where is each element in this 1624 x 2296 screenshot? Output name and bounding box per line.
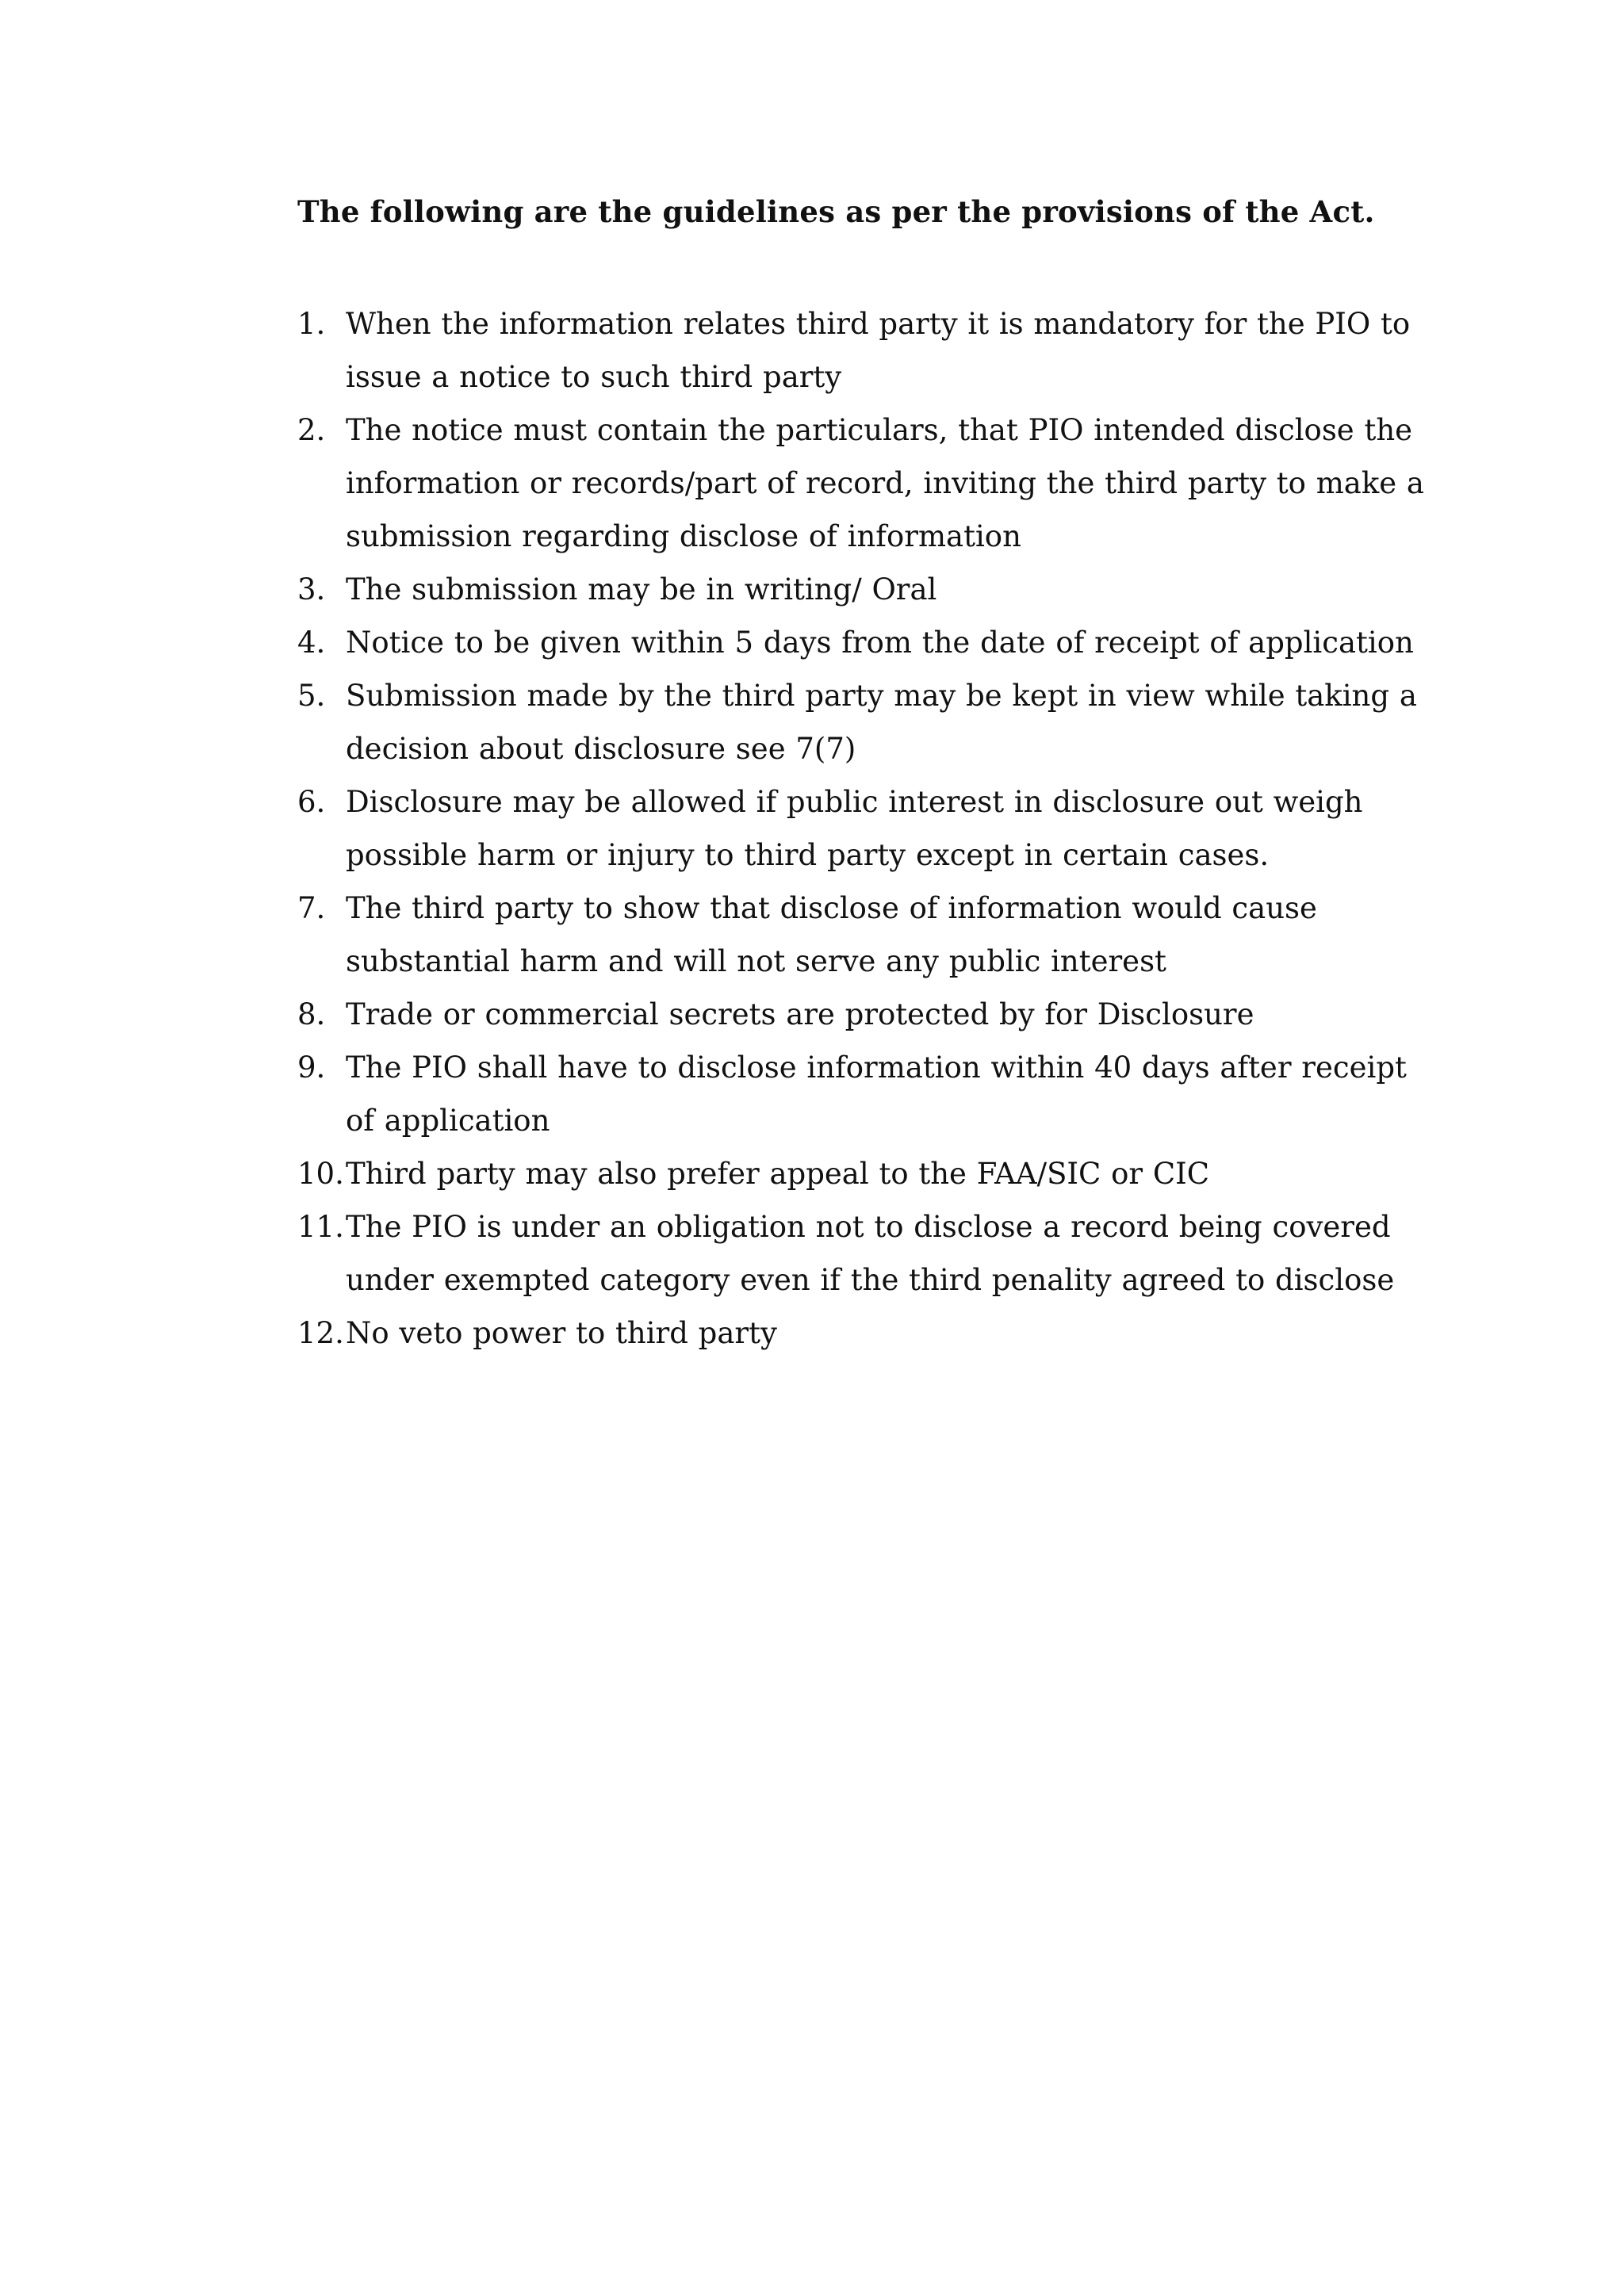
guideline-text: Third party may also prefer appeal to the FAA/SIC or CIC [346, 1157, 1210, 1191]
guideline-number: 9. [297, 1050, 326, 1085]
guideline-item-12 [297, 1307, 1439, 1360]
guideline-number: 8. [297, 997, 326, 1031]
guideline-item-7 [297, 882, 1439, 988]
guideline-number: 11. [297, 1210, 344, 1244]
guideline-number: 2. [297, 413, 326, 447]
guideline-item-9 [297, 1041, 1439, 1147]
guideline-number: 5. [297, 679, 326, 713]
guideline-item-8 [297, 988, 1439, 1041]
guideline-text: The PIO shall have to disclose information within 40 days after receipt of application [346, 1050, 1407, 1138]
guideline-item-10 [297, 1147, 1439, 1200]
guideline-item-2 [297, 404, 1439, 563]
document-heading: The following are the guidelines as per the provisions of the Act. [297, 194, 1375, 229]
guideline-item-1 [297, 297, 1439, 404]
guideline-item-4 [297, 616, 1439, 669]
guideline-item-11 [297, 1200, 1439, 1307]
guideline-number: 4. [297, 626, 326, 660]
guideline-number: 10. [297, 1157, 344, 1191]
guideline-number: 1. [297, 307, 326, 341]
guideline-text: The PIO is under an obligation not to disclose a record being covered under exempted category even if the third penality agreed to disclose [346, 1210, 1395, 1297]
guideline-item-6 [297, 775, 1439, 882]
guideline-text: No veto power to third party [346, 1316, 777, 1350]
guideline-item-3 [297, 563, 1439, 616]
guideline-text: Trade or commercial secrets are protected by for Disclosure [346, 997, 1254, 1031]
guideline-text: The submission may be in writing/ Oral [346, 572, 937, 607]
guideline-text: Submission made by the third party may be kept in view while taking a decision about disclosure see 7(7) [346, 679, 1417, 766]
guideline-number: 7. [297, 891, 326, 925]
guideline-text: The third party to show that disclose of information would cause substantial harm and will not serve any public interest [346, 891, 1317, 978]
guideline-text: Disclosure may be allowed if public interest in disclosure out weigh possible harm or injury to third party except in certain cases. [346, 785, 1363, 872]
guideline-number: 3. [297, 572, 326, 607]
guideline-text: The notice must contain the particulars, that PIO intended disclose the information or records/part of record, inviting the third party to make a submission regarding disclose of information [346, 413, 1424, 553]
guideline-item-5 [297, 669, 1439, 775]
guidelines-list [297, 297, 1439, 1360]
guideline-text: When the information relates third party it is mandatory for the PIO to issue a notice to such third party [346, 307, 1411, 394]
guideline-text: Notice to be given within 5 days from the date of receipt of application [346, 626, 1414, 660]
guideline-number: 6. [297, 785, 326, 819]
guideline-number: 12. [297, 1316, 344, 1350]
